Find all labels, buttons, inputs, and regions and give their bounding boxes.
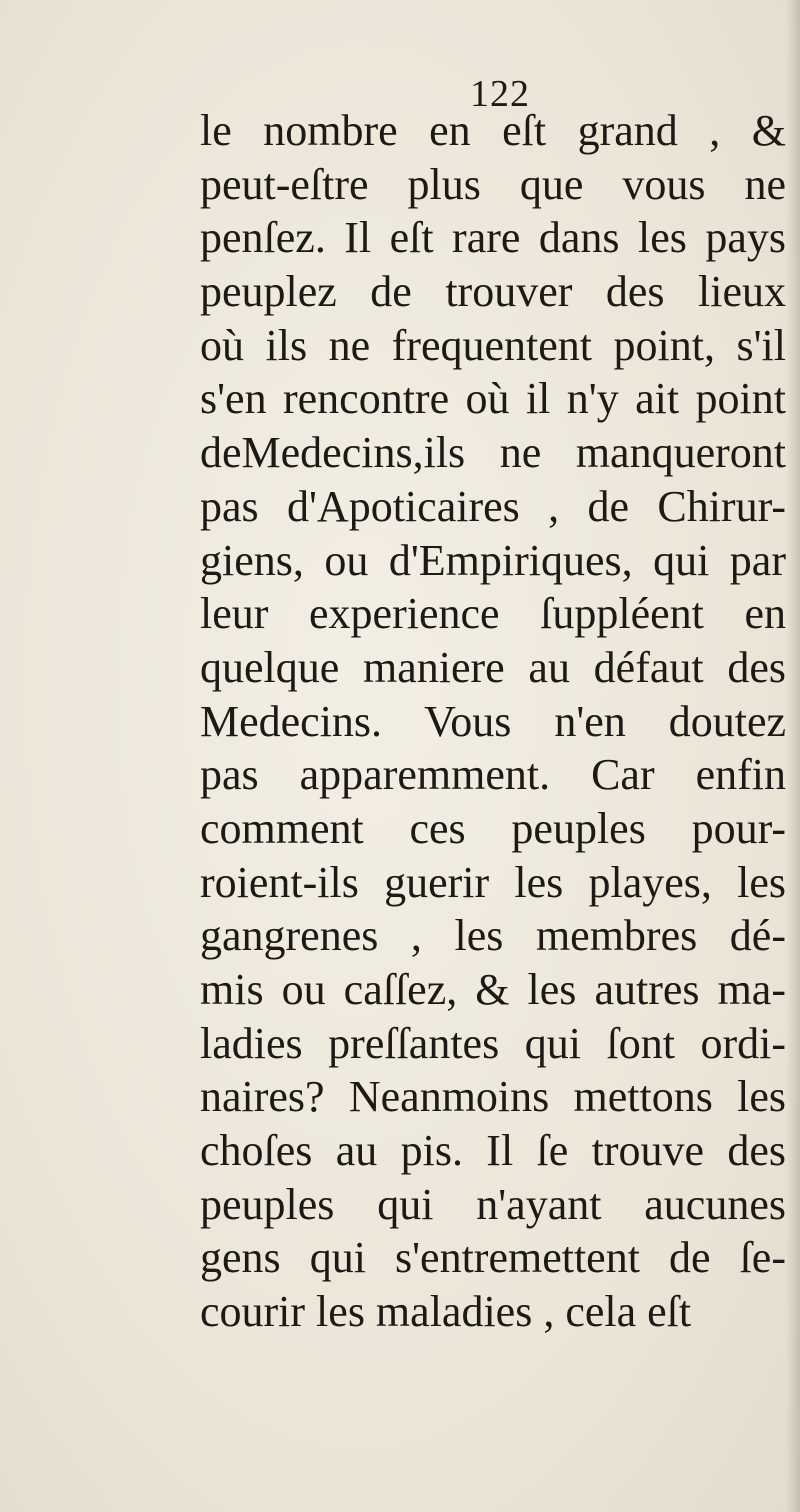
text-line: Medecins. Vous n'en doutez [200,696,786,746]
text-line: s'en rencontre où il n'y ait point [200,374,786,424]
text-line: pas d'Apoticaires , de Chirur- [200,481,786,531]
text-line: roient-ils guerir les playes, les [200,857,786,907]
text-line: choſes au pis. Il ſe trouve des [200,1126,786,1176]
text-line: où ils ne frequentent point, s'il [200,320,786,370]
text-line: le nombre en eſt grand , & [200,106,786,155]
page-number: 122 [470,73,530,115]
text-line: peut-eſtre plus que vous ne [200,159,786,209]
text-line: naires? Neanmoins mettons les [200,1072,786,1122]
text-line: deMedecins,ils ne manqueront [200,428,786,478]
text-line: peuplez de trouver des lieux [200,267,786,317]
text-line: ladies preſſantes qui ſont ordi- [200,1018,786,1068]
text-line: leur experience ſuppléent en [200,589,786,639]
text-line: giens, ou d'Empiriques, qui par [200,535,786,585]
text-line: comment ces peuples pour- [200,803,786,853]
body-text [200,104,786,1339]
text-line: gangrenes , les membres dé- [200,911,786,961]
text-line: mis ou caſſez, & les autres ma- [200,965,786,1014]
text-line: courir les maladies , cela eſt [200,1287,692,1337]
text-line: pas apparemment. Car enfin [200,750,786,800]
page-edge-shadow [786,0,800,1512]
text-line: gens qui s'entremettent de ſe- [200,1233,786,1283]
text-line: peuples qui n'ayant aucunes [200,1179,786,1229]
text-line: quelque maniere au défaut des [200,642,786,692]
text-line: penſez. Il eſt rare dans les pays [200,213,786,263]
